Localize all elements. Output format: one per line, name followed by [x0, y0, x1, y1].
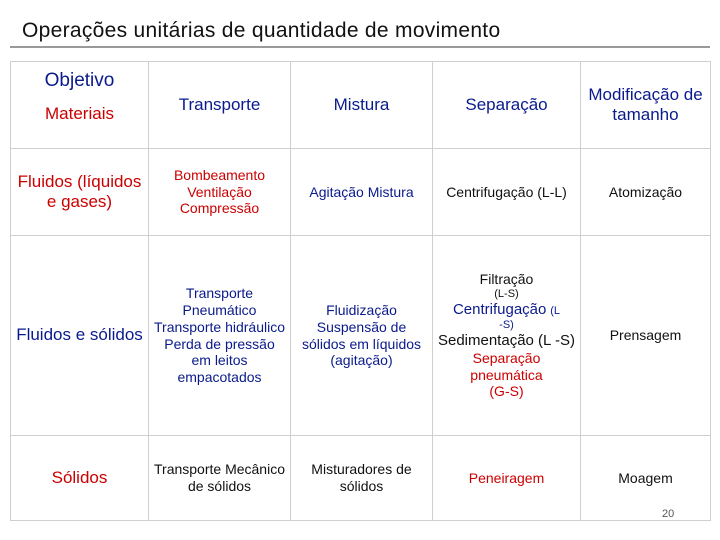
unit-operations-table [10, 61, 711, 521]
cell-fluidos-modificacao: Atomização [581, 149, 711, 236]
cell-fluidos-solidos-separacao [433, 236, 581, 436]
filtracao-text: Filtração [479, 270, 534, 287]
cell-fluidos-transporte [149, 149, 291, 236]
title-divider [10, 46, 710, 48]
page-number: 20 [662, 508, 675, 520]
cell-fluidos-solidos-mistura: Fluidização Suspensão de sólidos em líquidos (agitação) [291, 236, 433, 436]
cell-fluidos-solidos-transporte: Transporte Pneumático Transporte hidráulico Perda de pressão em leitos empacotados [149, 236, 291, 436]
slide-title: Operações unitárias de quantidade de movimento [22, 19, 501, 42]
cell-solidos-mistura: Misturadores de sólidos [291, 436, 433, 521]
centrifugacao-l-text: (L [550, 304, 561, 317]
materials-label: Materiais [45, 104, 114, 123]
col-header-mistura: Mistura [291, 62, 433, 149]
table-row [11, 236, 711, 436]
table-row [11, 149, 711, 236]
cell-solidos-modificacao: Moagem [581, 436, 711, 521]
separacao-pneumatica-text: Separação pneumática [470, 349, 543, 383]
col-header-modificacao: Modificação de tamanho [581, 62, 711, 149]
centrifugacao-s-text: -S) [499, 318, 514, 331]
row-header-fluidos-solidos: Fluidos e sólidos [11, 236, 149, 436]
table-row [11, 436, 711, 521]
cell-fluidos-mistura: Agitação Mistura [291, 149, 433, 236]
sedimentacao-text: Sedimentação (L -S) [437, 331, 575, 349]
separacao-gs-text: (G-S) [489, 383, 524, 400]
cell-solidos-transporte: Transporte Mecânico de sólidos [149, 436, 291, 521]
objective-label: Objetivo [44, 70, 115, 91]
cell-fluidos-separacao: Centrifugação (L-L) [433, 149, 581, 236]
filtracao-ls-text: (L-S) [494, 287, 519, 300]
col-header-transporte: Transporte [149, 62, 291, 149]
cell-fluidos-solidos-modificacao: Prensagem [581, 236, 711, 436]
centrifugacao-text: Centrifugação [452, 300, 547, 318]
cell-solidos-separacao: Peneiragem [433, 436, 581, 521]
row-header-fluidos: Fluidos (líquidos e gases) [11, 149, 149, 236]
col-header-separacao: Separação [433, 62, 581, 149]
corner-header [11, 62, 149, 149]
cell-text: Bombeamento Ventilação Compressão [173, 166, 266, 217]
row-header-solidos: Sólidos [11, 436, 149, 521]
table-header-row [11, 62, 711, 149]
